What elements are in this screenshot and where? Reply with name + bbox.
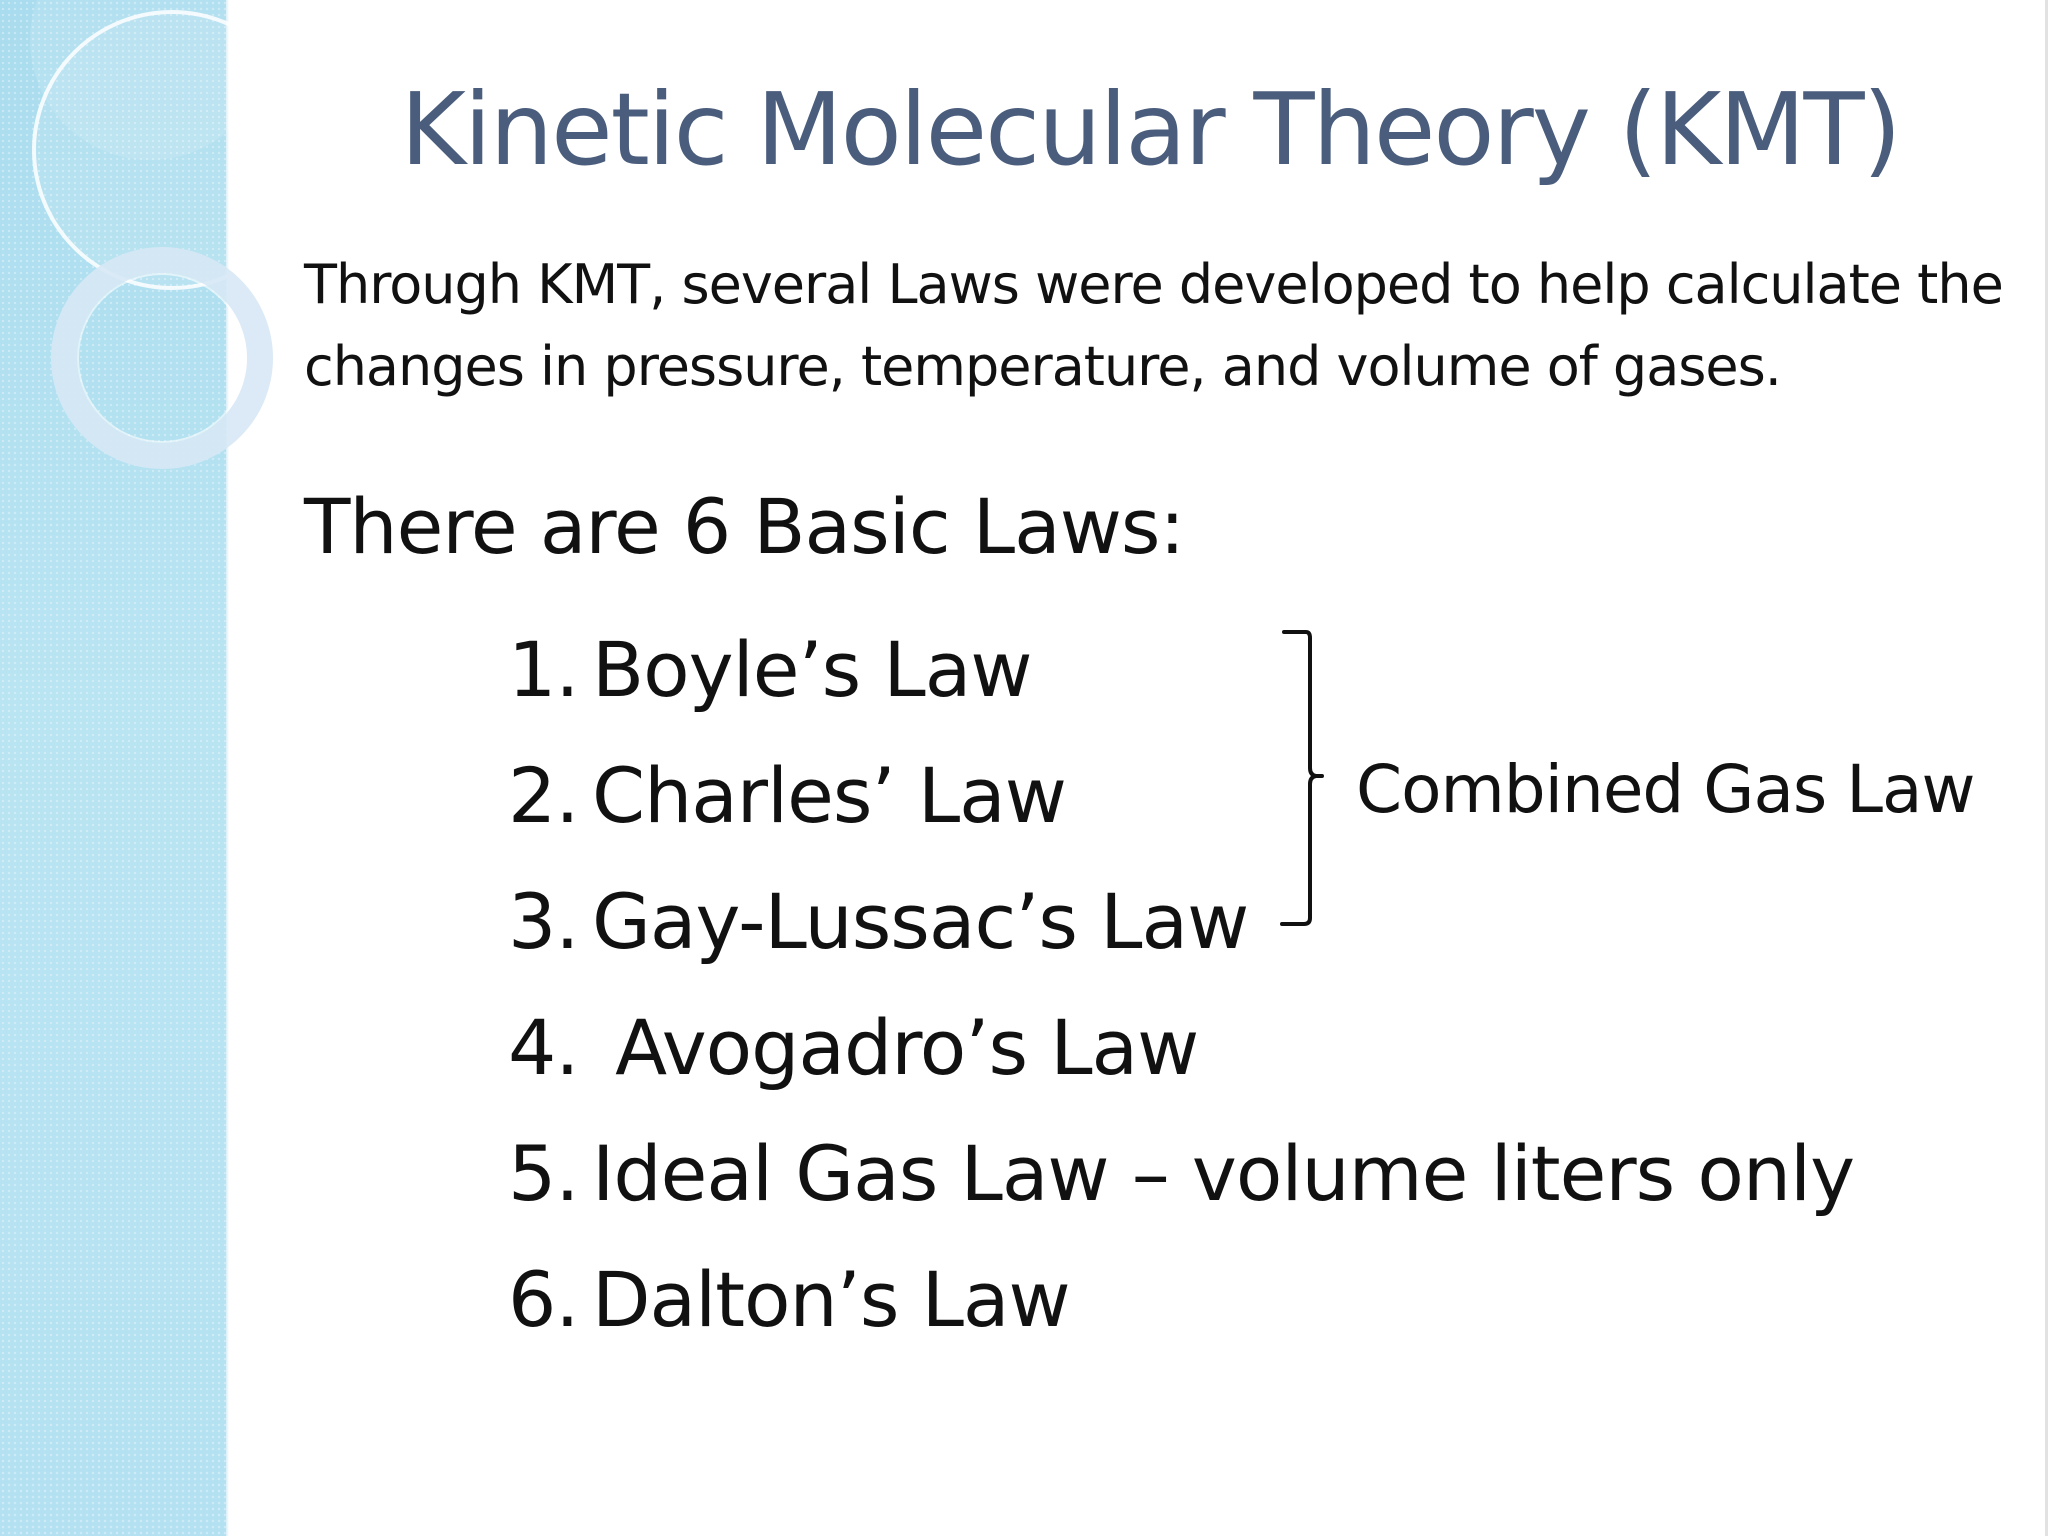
law-item-dalton <box>508 1237 1854 1363</box>
decorative-circles <box>0 0 260 520</box>
law-number: 2. <box>508 751 579 840</box>
slide-title: Kinetic Molecular Theory (KMT) <box>400 71 1900 188</box>
law-number: 6. <box>508 1255 579 1344</box>
law-number: 1. <box>508 625 579 714</box>
law-name: Dalton’s Law <box>592 1255 1070 1344</box>
law-name: Charles’ Law <box>592 751 1066 840</box>
law-item-boyle <box>508 607 1854 733</box>
deco-ring-inner-line <box>78 274 246 442</box>
law-number: 5. <box>508 1129 579 1218</box>
law-item-gay-lussac <box>508 859 1854 985</box>
law-name: Avogadro’s Law <box>592 1003 1199 1092</box>
intro-paragraph: Through KMT, several Laws were developed to help calculate the changes in pressure, temperature, and volume of gases. <box>304 253 2003 398</box>
gas-laws-list <box>508 607 1854 1363</box>
laws-heading: There are 6 Basic Laws: <box>304 482 1185 571</box>
law-name: Gay-Lussac’s Law <box>592 877 1249 966</box>
law-name: Ideal Gas Law – volume liters only <box>592 1129 1855 1218</box>
law-item-ideal-gas <box>508 1111 1854 1237</box>
law-name: Boyle’s Law <box>592 625 1032 714</box>
law-number: 3. <box>508 877 579 966</box>
right-brace-icon <box>1270 628 1340 928</box>
law-item-avogadro <box>508 985 1854 1111</box>
combined-gas-law-label: Combined Gas Law <box>1356 751 1975 828</box>
law-number: 4. <box>508 1003 579 1092</box>
